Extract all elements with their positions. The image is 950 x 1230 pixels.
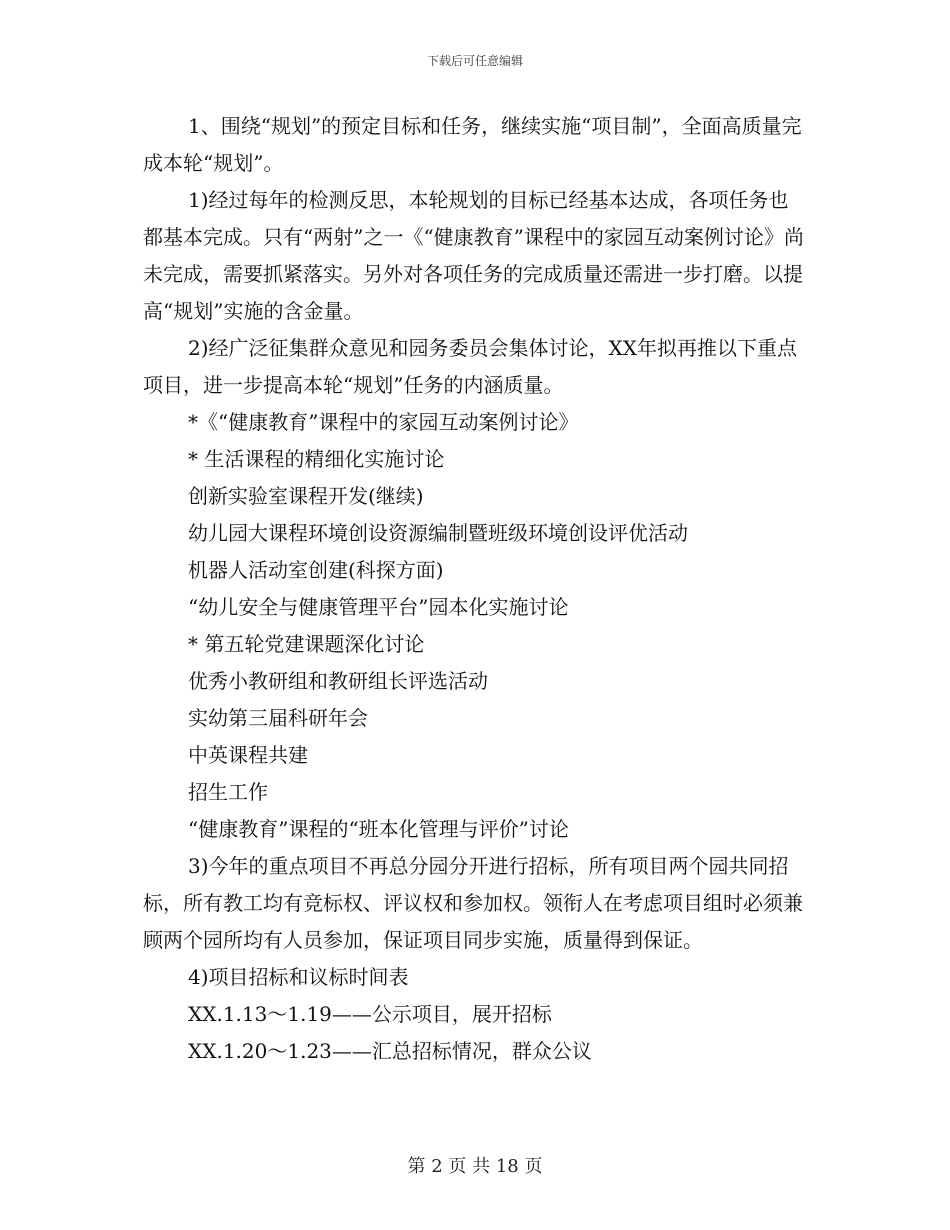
page-footer: 第 2 页 共 18 页 [407,1156,543,1177]
project-list-item: 优秀小教研组和教研组长评选活动 [188,669,488,693]
paragraph-item-1: 1)经过每年的检测反思，本轮规划的目标已经基本达成，各项任务也都基本完成。只有“两射”之一《“健康教育”课程中的家园互动案例讨论》尚未完成，需要抓紧落实。另外对各项任务的完成质量还需进一步打磨。以提高“规划”实施的含金量。 [143,188,804,323]
paragraph-item-3: 3)今年的重点项目不再总分园分开进行招标，所有项目两个园共同招标，所有教工均有竞标权、评议权和参加权。领衔人在考虑项目组时必须兼顾两个园所均有人员参加，保证项目同步实施，质量得到保证。 [143,854,803,952]
document-body [143,108,808,1070]
project-list-item: * 生活课程的精细化实施讨论 [188,447,445,471]
schedule-entry: XX.1.20～1.23——汇总招标情况，群众公议 [188,1039,592,1063]
project-list-item: 创新实验室课程开发(继续) [188,484,424,508]
paragraph-item-4: 4)项目招标和议标时间表 [188,965,409,989]
project-list-item: 机器人活动室创建(科探方面) [188,558,444,582]
project-list-item: 幼儿园大课程环境创设资源编制暨班级环境创设评优活动 [188,521,688,545]
page-header: 下载后可任意编辑 [426,54,523,68]
project-list-item: 实幼第三届科研年会 [188,706,368,730]
project-list-item: “健康教育”课程的“班本化管理与评价”讨论 [188,817,569,841]
project-list-item: “幼儿安全与健康管理平台”园本化实施讨论 [188,595,569,619]
schedule-entry: XX.1.13～1.19——公示项目，展开招标 [188,1002,552,1026]
project-list-item: * 第五轮党建课题深化讨论 [188,632,425,656]
paragraph-item-2: 2)经广泛征集群众意见和园务委员会集体讨论，XX年拟再推以下重点项目，进一步提高本轮“规划”任务的内涵质量。 [143,336,798,397]
paragraph-goal: 1、围绕“规划”的预定目标和任务，继续实施“项目制”，全面高质量完成本轮“规划”。 [143,114,802,175]
project-list-item: *《“健康教育”课程中的家园互动案例讨论》 [188,410,579,434]
project-list-item: 中英课程共建 [188,743,308,767]
project-list-item: 招生工作 [188,780,268,804]
